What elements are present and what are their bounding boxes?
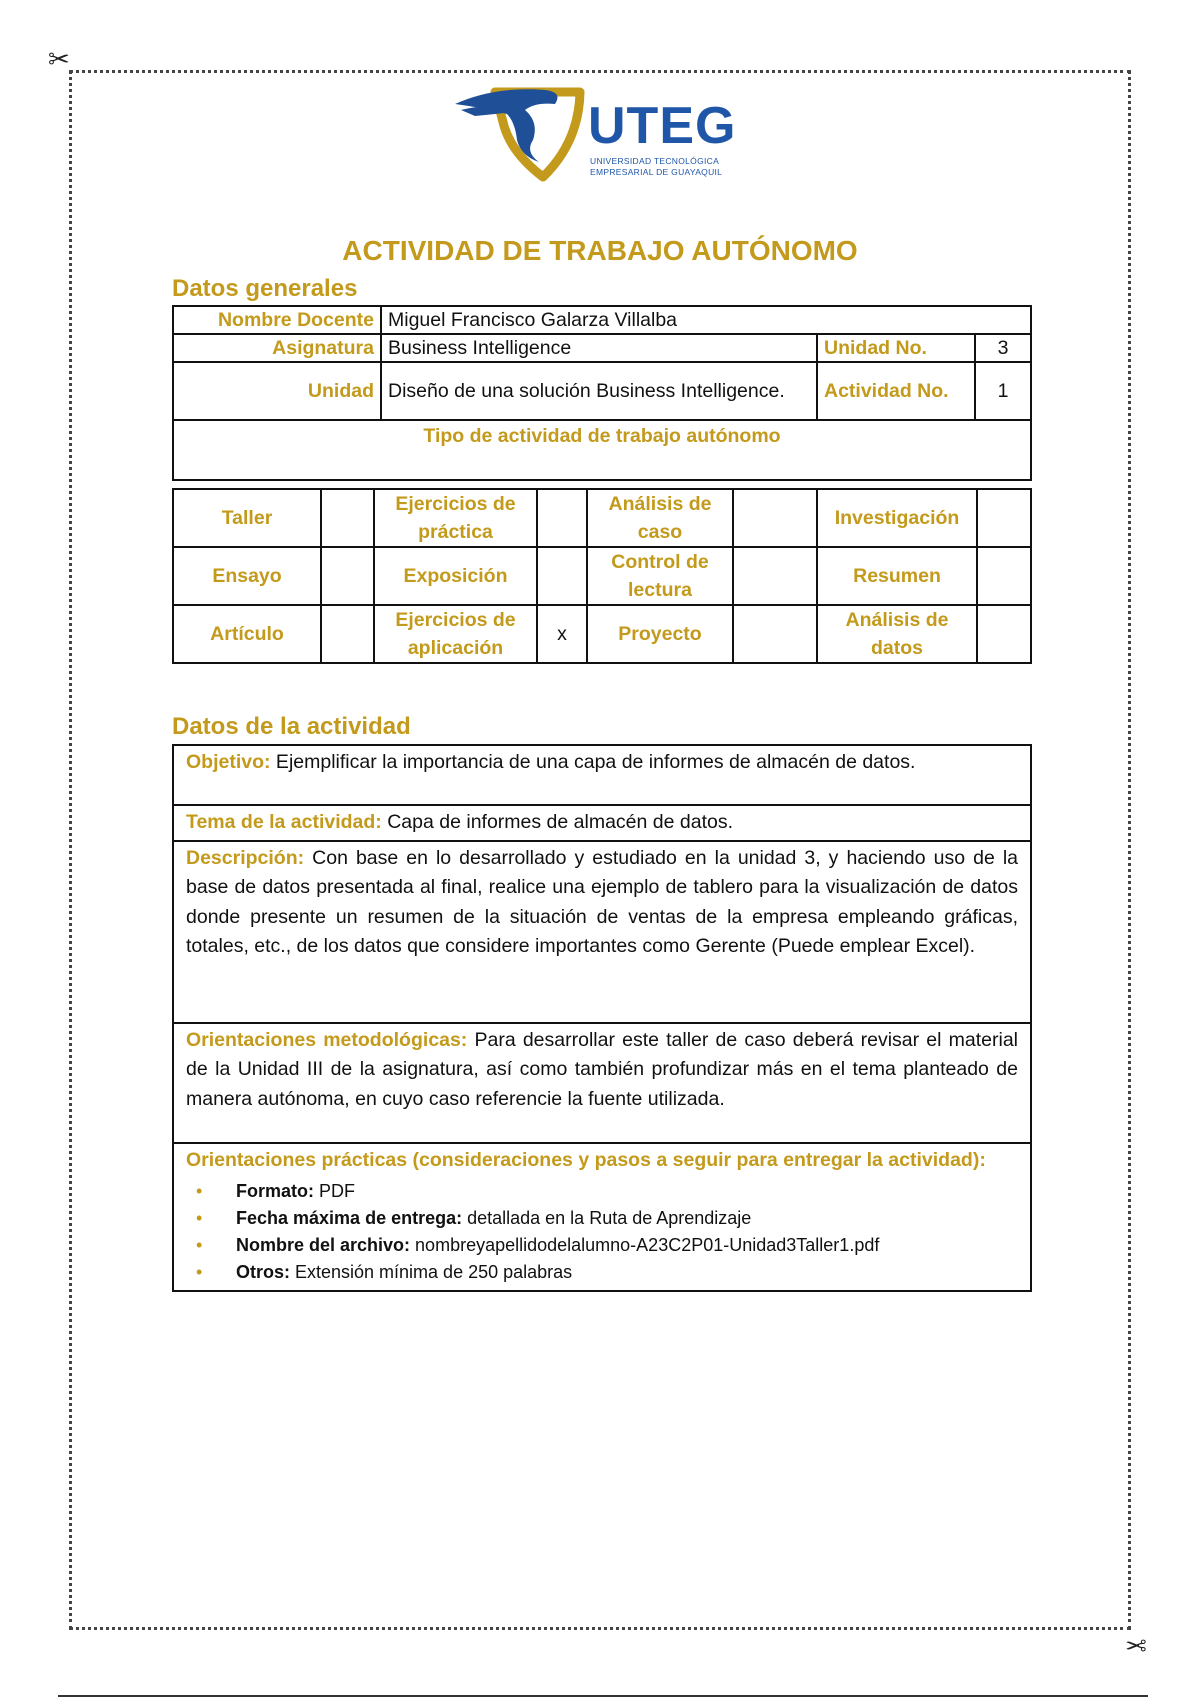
- activity-type-mark: [321, 605, 374, 663]
- list-item-text: Extensión mínima de 250 palabras: [290, 1261, 573, 1282]
- unidad-no-value: 3: [975, 334, 1031, 362]
- activity-type-label: Taller: [173, 489, 321, 547]
- activity-type-label: Ejercicios de práctica: [374, 489, 537, 547]
- activity-type-mark: [977, 489, 1031, 547]
- nombre-docente-label: Nombre Docente: [173, 306, 381, 334]
- list-item: [196, 1205, 1018, 1232]
- logo-subtitle: [590, 156, 722, 178]
- table-row: [173, 362, 1031, 420]
- general-data-table: [172, 305, 1032, 481]
- actividad-no-value: 1: [975, 362, 1031, 420]
- asignatura-label: Asignatura: [173, 334, 381, 362]
- activity-type-mark: [537, 547, 587, 605]
- descripcion-label: Descripción:: [186, 846, 305, 869]
- activity-type-mark: [977, 605, 1031, 663]
- descripcion-text: Con base en lo desarrollado y estudiado en la unidad 3, y haciendo uso de la base de datos presentada al final, realice una ejemplo de tablero para la visualización de datos donde presente un resumen de la situación de ventas de la empresa empleando gráficas, totales, etc., de los datos que considere importantes como Gerente (Puede emplear Excel).: [186, 846, 1018, 957]
- objetivo-label: Objetivo:: [186, 751, 271, 773]
- table-row: [173, 306, 1031, 334]
- activity-type-mark: [321, 547, 374, 605]
- list-item: [196, 1232, 1018, 1259]
- activity-type-mark: [733, 489, 817, 547]
- activity-type-mark: [321, 489, 374, 547]
- table-row: [173, 605, 1031, 663]
- descripcion-cell: [173, 841, 1031, 1023]
- tema-cell: [173, 805, 1031, 841]
- activity-type-label: Control de lectura: [587, 547, 733, 605]
- table-row: [173, 420, 1031, 480]
- unidad-label: Unidad: [173, 362, 381, 420]
- table-row: [173, 1143, 1031, 1291]
- condor-shield-icon: [455, 82, 605, 182]
- bullet-icon: •: [196, 1234, 203, 1255]
- activity-type-label: Proyecto: [587, 605, 733, 663]
- activity-type-label: Exposición: [374, 547, 537, 605]
- asignatura-value: Business Intelligence: [381, 334, 817, 362]
- scissors-icon: ✂: [1125, 1630, 1147, 1660]
- orientaciones-practicas-label: Orientaciones prácticas (consideraciones y pasos a seguir para entregar la actividad):: [186, 1148, 986, 1171]
- activity-type-mark: [733, 547, 817, 605]
- activity-type-mark: [977, 547, 1031, 605]
- list-item-label: Nombre del archivo:: [236, 1234, 411, 1255]
- bullet-icon: •: [196, 1261, 203, 1282]
- scissors-icon: ✂: [48, 44, 70, 74]
- nombre-docente-value: Miguel Francisco Galarza Villalba: [381, 306, 1031, 334]
- bullet-icon: •: [196, 1207, 203, 1228]
- tema-text: Capa de informes de almacén de datos.: [381, 811, 734, 833]
- bullet-icon: •: [196, 1180, 203, 1201]
- tipo-actividad-label: Tipo de actividad de trabajo autónomo: [173, 420, 1031, 480]
- table-row: [173, 489, 1031, 547]
- activity-type-mark: [733, 605, 817, 663]
- activity-type-mark: [537, 489, 587, 547]
- orientaciones-practicas-cell: [173, 1143, 1031, 1291]
- activity-type-label: Ensayo: [173, 547, 321, 605]
- page-title: ACTIVIDAD DE TRABAJO AUTÓNOMO: [342, 235, 858, 266]
- activity-type-label: Investigación: [817, 489, 977, 547]
- activity-type-label: Análisis de caso: [587, 489, 733, 547]
- logo-wordmark: UTEG: [588, 97, 737, 155]
- section-title-datos-generales: Datos generales: [172, 275, 358, 302]
- table-row: [173, 334, 1031, 362]
- logo-subtitle-line2: EMPRESARIAL DE GUAYAQUIL: [590, 167, 723, 177]
- activity-type-label: Resumen: [817, 547, 977, 605]
- objetivo-text: Ejemplificar la importancia de una capa de informes de almacén de datos.: [270, 751, 916, 773]
- objetivo-cell: [173, 745, 1031, 805]
- list-item-label: Formato:: [236, 1180, 314, 1201]
- list-item: [196, 1178, 1018, 1205]
- section-title-datos-actividad: Datos de la actividad: [172, 713, 411, 740]
- orientaciones-metodologicas-text: Para desarrollar este taller de caso deberá revisar el material de la Unidad III de la asignatura, así como también profundizar más en el tema planteado de manera autónoma, en cuyo caso referencie la fuente utilizada.: [186, 1028, 1018, 1110]
- list-item: [196, 1259, 1018, 1286]
- list-item-text: nombreyapellidodelalumno-A23C2P01-Unidad3Taller1.pdf: [410, 1234, 880, 1255]
- tema-label: Tema de la actividad:: [186, 811, 382, 833]
- unidad-no-label: Unidad No.: [817, 334, 975, 362]
- list-item-text: detallada en la Ruta de Aprendizaje: [462, 1207, 752, 1228]
- table-row: [173, 805, 1031, 841]
- actividad-no-label: Actividad No.: [817, 362, 975, 420]
- table-row: [173, 1023, 1031, 1143]
- activity-type-label: Análisis de datos: [817, 605, 977, 663]
- list-item-label: Otros:: [236, 1261, 290, 1282]
- logo-subtitle-line1: UNIVERSIDAD TECNOLÓGICA: [590, 156, 720, 166]
- table-row: [173, 841, 1031, 1023]
- activity-type-grid: [172, 488, 1032, 664]
- orientaciones-metodologicas-label: Orientaciones metodológicas:: [186, 1028, 468, 1051]
- practical-list: [186, 1178, 1018, 1286]
- orientaciones-metodologicas-cell: [173, 1023, 1031, 1143]
- activity-data-table: [172, 744, 1032, 1292]
- list-item-label: Fecha máxima de entrega:: [236, 1207, 463, 1228]
- activity-type-mark: x: [537, 605, 587, 663]
- table-row: [173, 547, 1031, 605]
- unidad-value: Diseño de una solución Business Intelligence.: [381, 362, 817, 420]
- activity-type-label: Ejercicios de aplicación: [374, 605, 537, 663]
- table-row: [173, 745, 1031, 805]
- list-item-text: PDF: [314, 1180, 356, 1201]
- activity-type-label: Artículo: [173, 605, 321, 663]
- page-bottom-rule: [58, 1695, 1148, 1697]
